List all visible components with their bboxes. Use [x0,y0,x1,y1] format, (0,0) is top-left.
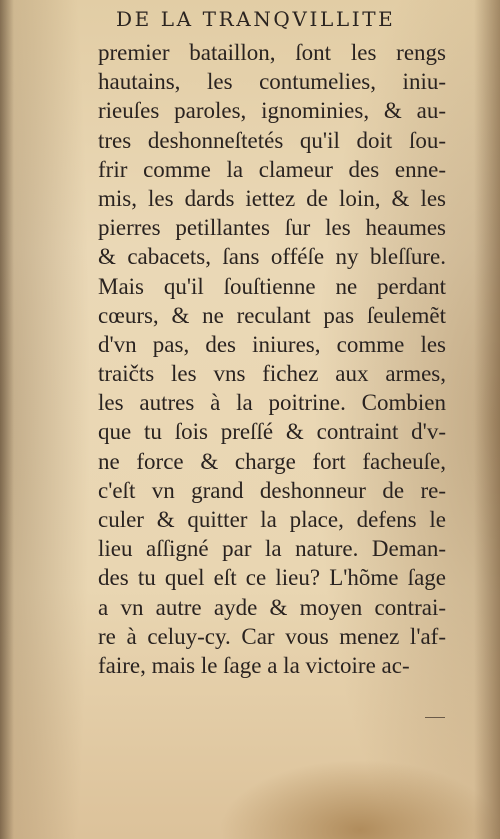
text-line: des tu quel eſt ce lieu? L'hõme ſage [98,565,446,591]
text-line: pierres petillantes ſur les heaumes [98,215,446,241]
body-text [98,38,446,680]
text-line: d'vn pas, des iniures, comme les [98,331,446,357]
page-left-edge-shadow [0,0,14,839]
line-end-mark [425,717,445,718]
text-line: Mais qu'il ſouſtienne ne perdant [98,273,446,299]
text-line: mis, les dards iettez de loin, & les [98,185,446,211]
text-line: que tu ſois preſſé & contraint d'v- [98,419,446,445]
text-line: faire, mais le ſage a la victoire ac- [98,652,410,678]
text-line: traičts les vns fichez aux armes, [98,361,446,387]
text-line: culer & quitter la place, defens le [98,507,446,532]
text-line: cœurs, & ne reculant pas ſeulemẽt [98,302,446,328]
text-line: premier bataillon, ſont les rengs [98,40,446,65]
text-line: frir comme la clameur des enne- [98,156,446,182]
text-line: les autres à la poitrine. Combien [98,390,446,416]
text-line: c'eſt vn grand deshonneur de re- [98,477,446,503]
text-line: re à celuy-cy. Car vous menez l'af- [98,623,446,649]
text-line: tres deshonneſtetés qu'il doit ſou- [98,127,446,153]
page-right-edge-shadow [474,0,500,839]
text-line: & cabacets, ſans offéſe ny bleſſure. [98,244,446,270]
text-line: hautains, les contumelies, iniu- [98,69,446,95]
text-line: rieuſes paroles, ignominies, & au- [98,98,446,124]
running-head: DE LA TRANQVILLITE [116,7,396,31]
text-line: lieu aſſigné par la nature. Deman- [98,536,446,562]
text-line: a vn autre ayde & moyen contrai- [98,594,446,620]
text-line: ne force & charge fort facheuſe, [98,448,446,474]
